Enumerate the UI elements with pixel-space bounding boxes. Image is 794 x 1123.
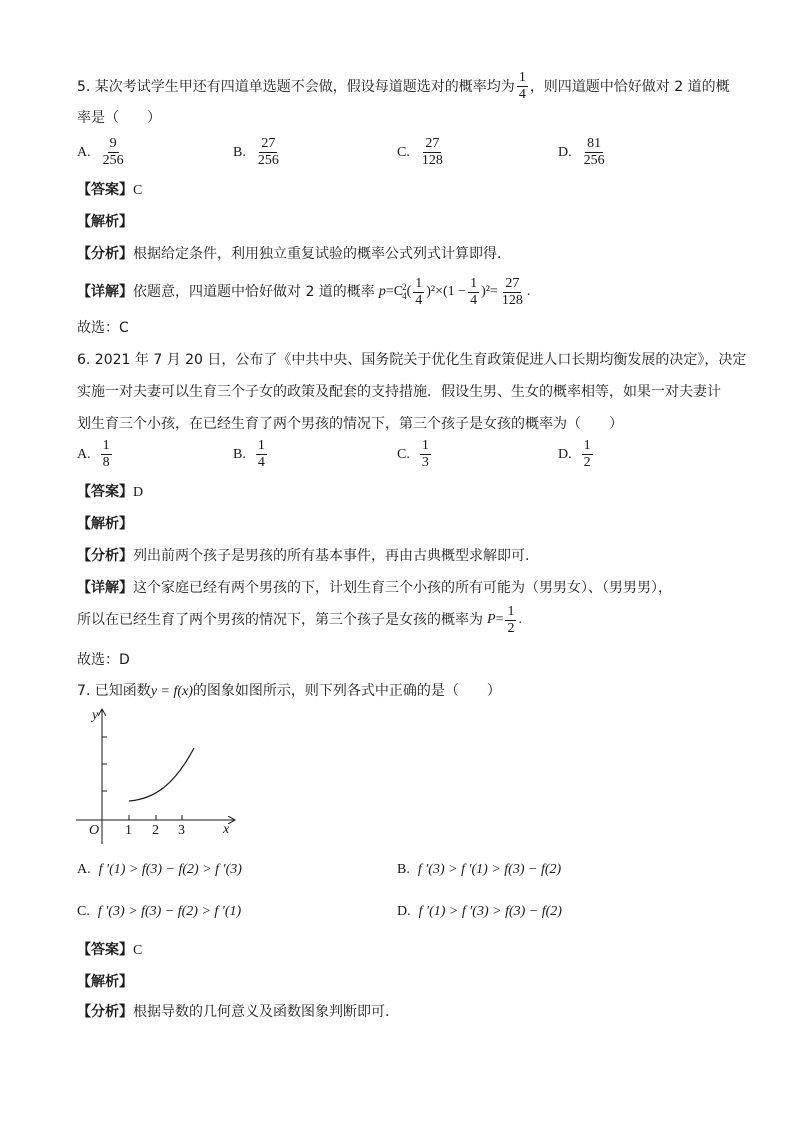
- y-axis-label: y: [92, 708, 99, 723]
- q5-frac-den: 4: [518, 87, 526, 102]
- q5-stem-part2: ，则四道题中恰好做对 2 道的概: [529, 78, 730, 95]
- q7-analysis-tag: 【解析】: [77, 974, 133, 990]
- q5-answer: 【答案】C: [77, 182, 143, 198]
- q6-option-c: C. $\frac{1}{3}$: [397, 438, 429, 470]
- q7-option-b: B. f ′(3) > f ′(1) > f(3) − f(2): [397, 862, 562, 877]
- q5-option-c: C. $\frac{27}{128}$: [397, 136, 443, 168]
- q7-stem: 7. 已知函数y = f(x)的图象如图所示，则下列各式中正确的是（ ）: [77, 683, 501, 699]
- q6-conclusion: 故选：D: [77, 652, 130, 668]
- q5-conclusion: 故选：C: [77, 320, 129, 336]
- q7-function-graph: [70, 704, 240, 850]
- q5-option-b: B. $\frac{27}{256}$: [233, 136, 279, 168]
- origin-label: O: [89, 823, 100, 838]
- tick-label-1: 1: [125, 823, 132, 838]
- q6-answer: 【答案】D: [77, 484, 144, 500]
- q6-option-a: A. $\frac{1}{8}$: [77, 438, 110, 470]
- q5-frac-num: 1: [518, 70, 526, 85]
- q5-stem-line2: 率是（ ）: [77, 110, 161, 126]
- q6-analysis-tag: 【解析】: [77, 516, 133, 532]
- x-axis-label: x: [223, 822, 230, 837]
- q5-stem-fraction: [517, 70, 528, 103]
- q5-analysis-tag: 【解析】: [77, 214, 133, 230]
- q7-answer: 【答案】C: [77, 942, 143, 958]
- q6-xiangjie: 【详解】这个家庭已经有两个男孩的下，计划生育三个小孩的所有可能为（男男女）、（男男男），: [77, 580, 672, 596]
- q6-line3: 划生育三个小孩，在已经生育了两个男孩的情况下，第三个孩子是女孩的概率为（ ）: [77, 416, 623, 432]
- tick-label-3: 3: [178, 823, 185, 838]
- q7-option-d: D. f ′(1) > f ′(3) > f(3) − f(2): [397, 904, 562, 919]
- q5-option-a: A. $\frac{9}{256}$: [77, 136, 124, 168]
- tick-label-2: 2: [152, 823, 159, 838]
- q6-line2: 实施一对夫妻可以生育三个子女的政策及配套的支持措施．假设生男、生女的概率相等，如果一对夫妻计: [77, 384, 721, 400]
- q6-option-d: D. $\frac{1}{2}$: [558, 438, 591, 470]
- q6-so-line: 所以在已经生育了两个男孩的情况下，第三个孩子是女孩的概率为 P = $\frac{1}{2}$ .: [77, 603, 522, 636]
- q5-stem-line1: [77, 70, 730, 103]
- q5-xiangjie: 【详解】 依题意，四道题中恰好做对 2 道的概率 p = C 2 4 ( $\frac{1}{4}$ )² × (1 − $\frac{1}{4}$ )² = $\frac{27}{128}$ .: [77, 275, 531, 308]
- q6-option-b: B. $\frac{1}{4}$: [233, 438, 265, 470]
- q7-option-c: C. f ′(3) > f(3) − f(2) > f ′(1): [77, 904, 242, 919]
- q6-fenxi: 【分析】列出前两个孩子是男孩的所有基本事件，再由古典概型求解即可.: [77, 548, 530, 564]
- q5-fenxi: 【分析】根据给定条件，利用独立重复试验的概率公式列式计算即得.: [77, 246, 502, 262]
- function-curve: [129, 748, 194, 801]
- q5-stem-part1: 5. 某次考试学生甲还有四道单选题不会做，假设每道题选对的概率均为: [77, 78, 515, 95]
- q7-fenxi: 【分析】根据导数的几何意义及函数图象判断即可.: [77, 1004, 390, 1020]
- q7-option-a: A. f ′(1) > f(3) − f(2) > f ′(3): [77, 862, 242, 877]
- q6-line1: 6. 2021 年 7 月 20 日，公布了《中共中央、国务院关于优化生育政策促进人口长期均衡发展的决定》，决定: [77, 352, 747, 368]
- q5-option-d: D. $\frac{81}{256}$: [558, 136, 605, 168]
